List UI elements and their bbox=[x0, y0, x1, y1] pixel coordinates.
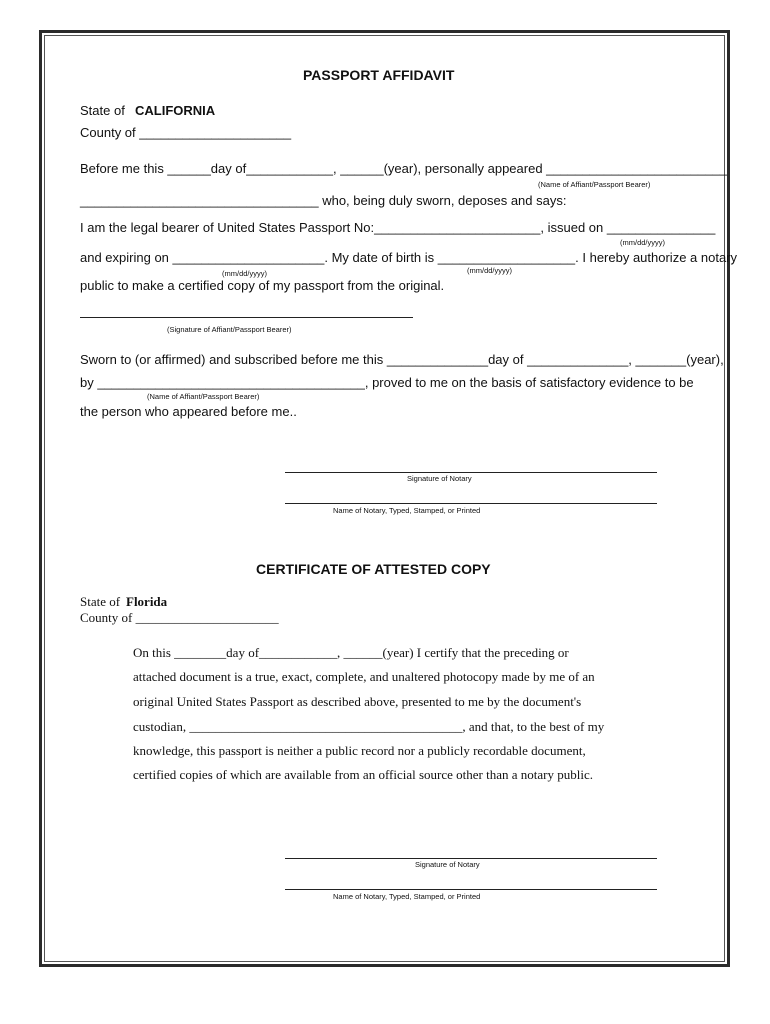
cert-paragraph-line-4: custodian, __________________________________________, and that, to the best of my bbox=[133, 719, 605, 734]
notary-signature-label: Signature of Notary bbox=[407, 474, 472, 483]
cert-state-label: State of bbox=[80, 594, 121, 609]
cert-notary-signature-label: Signature of Notary bbox=[415, 860, 480, 869]
note-date-birth: (mm/dd/yyyy) bbox=[467, 266, 512, 275]
affiant-signature-line bbox=[80, 317, 413, 318]
notary-signature-line bbox=[285, 472, 657, 473]
state-label: State of bbox=[80, 103, 125, 118]
cert-paragraph-line-3: original United States Passport as described above, presented to me by the document's bbox=[133, 694, 582, 709]
subscribed-line: Sworn to (or affirmed) and subscribed before me this ______________day of ______________, _______(year), bbox=[80, 352, 724, 367]
note-date-issued: (mm/dd/yyyy) bbox=[620, 238, 665, 247]
note-name-affiant: (Name of Affiant/Passport Bearer) bbox=[538, 180, 651, 189]
cert-paragraph-line-2: attached document is a true, exact, complete, and unaltered photocopy made by me of an bbox=[133, 669, 595, 684]
cert-county-line: County of ______________________ bbox=[80, 610, 279, 625]
cert-paragraph-line-6: certified copies of which are available from an official source other than a notary public. bbox=[133, 767, 593, 782]
note-date-expiry: (mm/dd/yyyy) bbox=[222, 269, 267, 278]
cert-paragraph-line-5: knowledge, this passport is neither a public record nor a publicly recordable document, bbox=[133, 743, 586, 758]
cert-state-value: Florida bbox=[126, 594, 168, 609]
note-name-affiant-2: (Name of Affiant/Passport Bearer) bbox=[147, 392, 260, 401]
sworn-line: _________________________________ who, being duly sworn, deposes and says: bbox=[80, 193, 567, 208]
affiant-signature-label: (Signature of Affiant/Passport Bearer) bbox=[167, 325, 292, 334]
cert-notary-name-label: Name of Notary, Typed, Stamped, or Printed bbox=[333, 892, 481, 901]
expiry-line: and expiring on _____________________. My date of birth is ___________________. I hereby authorize a notary bbox=[80, 250, 738, 265]
affidavit-title: PASSPORT AFFIDAVIT bbox=[303, 67, 455, 83]
proved-line: by _____________________________________, proved to me on the basis of satisfactory evidence to be bbox=[80, 375, 694, 390]
cert-paragraph-line-1: On this ________day of____________, ______(year) I certify that the preceding or bbox=[133, 645, 569, 660]
authorize-line: public to make a certified copy of my passport from the original. bbox=[80, 278, 445, 293]
cert-notary-name-line bbox=[285, 889, 657, 890]
county-line: County of _____________________ bbox=[80, 125, 292, 140]
certificate-title: CERTIFICATE OF ATTESTED COPY bbox=[256, 561, 491, 577]
notary-name-line bbox=[285, 503, 657, 504]
state-value: CALIFORNIA bbox=[135, 103, 216, 118]
passport-no-line: I am the legal bearer of United States Passport No:_______________________, issued on _______________ bbox=[80, 220, 716, 235]
cert-notary-signature-line bbox=[285, 858, 657, 859]
appeared-line: the person who appeared before me.. bbox=[80, 404, 297, 419]
notary-name-label: Name of Notary, Typed, Stamped, or Printed bbox=[333, 506, 481, 515]
appearance-line: Before me this ______day of____________, ______(year), personally appeared _________________________ bbox=[80, 161, 727, 176]
